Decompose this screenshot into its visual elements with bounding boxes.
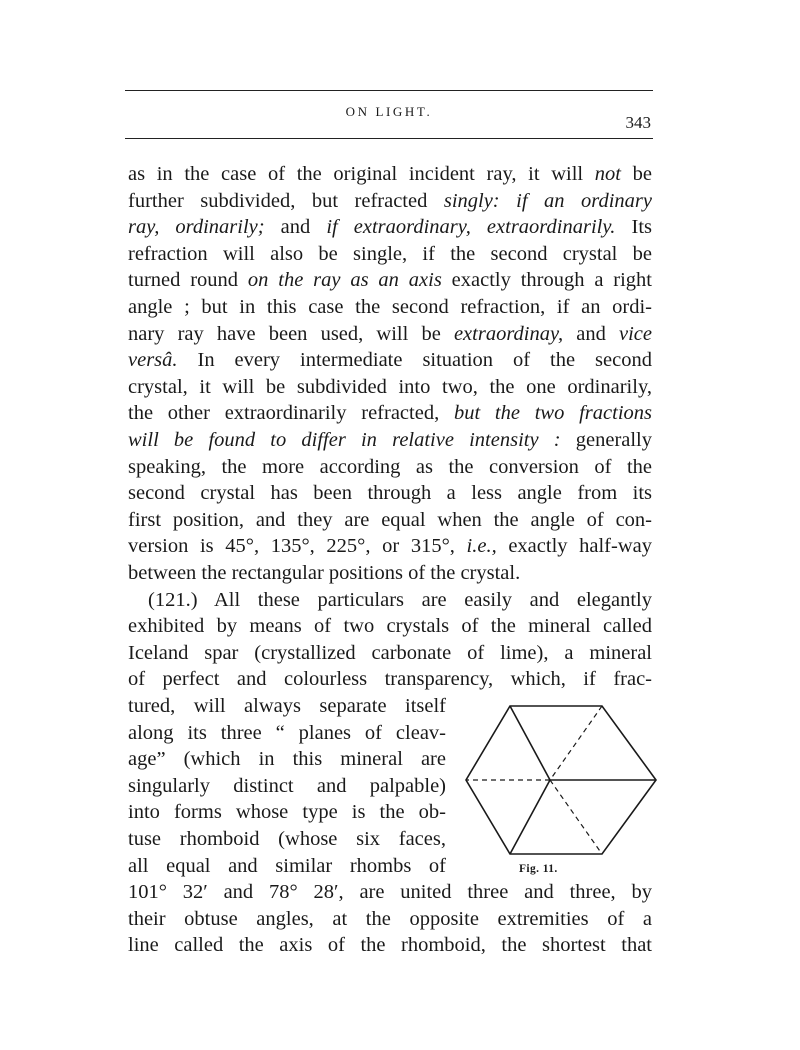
italic-text: if extraordinary, extraordinarily.	[326, 216, 616, 239]
text-run: singularly distinct and palpable)	[128, 774, 446, 797]
text-run: 101° 32′ and 78° 28′, are united three and three, by	[128, 881, 652, 904]
italic-text: singly: if an ordinary	[443, 189, 652, 212]
text-run: between the rectangular positions of the crystal.	[128, 562, 521, 584]
text-run: of perfect and colourless transparency, which, if frac-	[128, 668, 652, 691]
top-rule	[125, 90, 653, 91]
body-line	[128, 746, 446, 773]
text-run: and	[264, 216, 327, 239]
body-line	[128, 188, 652, 215]
body-line	[128, 294, 652, 321]
body-line	[128, 347, 652, 374]
body-line	[128, 400, 652, 427]
text-run: their obtuse angles, at the opposite extremities of a	[128, 907, 652, 930]
body-line	[148, 587, 652, 614]
italic-text: extraordinay,	[453, 322, 564, 345]
text-run: line called the axis of the rhomboid, the shortest that	[128, 934, 652, 957]
body-line	[128, 906, 652, 933]
text-run: be	[620, 163, 652, 185]
text-run: version is 45°, 135°, 225°, or 315°,	[128, 535, 467, 558]
text-run: and	[563, 322, 619, 345]
text-run: In every intermediate situation of the second	[177, 349, 652, 372]
text-run: (121.) All these particulars are easily and elegantly	[148, 588, 652, 611]
text-run: generally	[560, 429, 653, 451]
solid-edge-3	[510, 780, 550, 854]
body-line	[128, 214, 652, 241]
body-line	[128, 507, 652, 534]
text-run: first position, and they are equal when the angle of con-	[128, 508, 652, 531]
text-run: Iceland spar (crystallized carbonate of lime), a mineral	[128, 641, 652, 664]
body-line	[128, 267, 652, 294]
text-run: exactly half-way	[496, 535, 652, 558]
text-run: turned round	[128, 269, 248, 292]
italic-text: versâ.	[128, 349, 178, 372]
body-line	[128, 427, 652, 454]
text-run: further subdivided, but refracted	[128, 189, 444, 212]
body-line	[128, 374, 652, 401]
rhomboid-figure	[462, 702, 662, 882]
italic-text: will be found to differ in relative intensity :	[128, 429, 561, 451]
text-run: Its	[615, 216, 652, 239]
text-run: all equal and similar rhombs of	[128, 854, 446, 877]
italic-text: not	[594, 163, 621, 185]
text-run: nary ray have been used, will be	[128, 322, 454, 345]
body-line	[128, 666, 652, 693]
italic-text: on the ray as an axis	[247, 269, 442, 292]
body-line	[128, 720, 446, 747]
text-run: along its three “ planes of cleav-	[128, 721, 446, 744]
text-run: crystal, it will be subdivided into two, the one ordinarily,	[128, 375, 652, 398]
body-line	[128, 826, 446, 853]
italic-text: i.e.,	[466, 535, 497, 558]
page-number: 343	[625, 113, 651, 132]
body-line	[128, 853, 446, 880]
body-line	[128, 773, 446, 800]
solid-edge-1	[510, 706, 550, 780]
italic-text: vice	[618, 322, 652, 345]
body-line	[128, 932, 652, 959]
body-line	[128, 560, 520, 587]
text-run: tuse rhomboid (whose six faces,	[128, 828, 446, 850]
text-run: age” (which in this mineral are	[128, 748, 446, 771]
text-run: angle ; but in this case the second refraction, if an ordi-	[128, 296, 652, 318]
figure-caption: Fig. 11.	[519, 863, 558, 875]
running-head: ON LIGHT.	[345, 104, 433, 119]
body-line	[128, 879, 652, 906]
body-line	[128, 693, 446, 720]
text-run: refraction will also be single, if the second crystal be	[128, 242, 652, 265]
text-run: as in the case of the original incident ray, it will	[128, 163, 595, 185]
text-run: second crystal has been through a less angle from its	[128, 482, 652, 505]
italic-text: but the two fractions	[453, 402, 653, 425]
text-run: speaking, the more according as the conversion of the	[128, 455, 652, 478]
text-run: tured, will always separate itself	[128, 695, 446, 717]
text-run: the other extraordinarily refracted,	[128, 402, 454, 425]
italic-text: ray, ordinarily;	[128, 216, 265, 239]
body-line	[128, 161, 652, 188]
text-run: into forms whose type is the ob-	[128, 801, 446, 824]
dashed-edge-3	[550, 780, 602, 854]
body-line	[128, 533, 652, 560]
text-run: exactly through a right	[441, 269, 652, 292]
body-line	[128, 241, 652, 268]
body-line	[128, 480, 652, 507]
text-run: exhibited by means of two crystals of the mineral called	[128, 615, 652, 638]
dashed-edge-1	[550, 706, 602, 780]
body-line	[128, 640, 652, 667]
body-line	[128, 613, 652, 640]
body-line	[128, 321, 652, 348]
body-line	[128, 799, 446, 826]
body-line	[128, 454, 652, 481]
bottom-rule	[125, 138, 653, 139]
